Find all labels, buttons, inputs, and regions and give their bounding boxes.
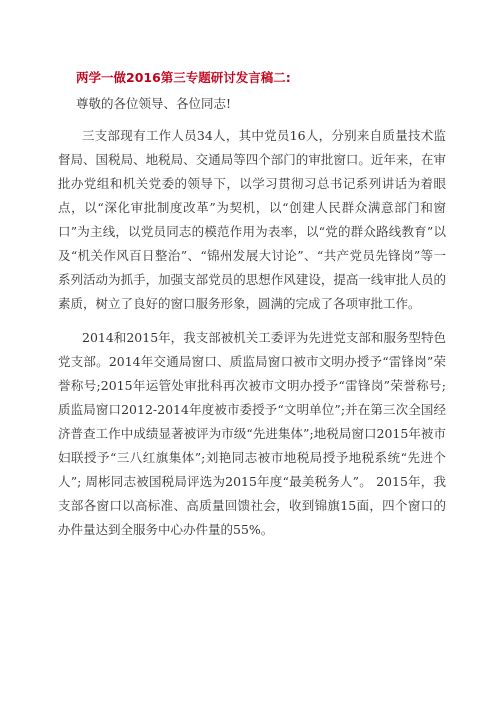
document-body [58, 66, 446, 542]
salutation: 尊敬的各位领导、各位同志! [76, 96, 232, 111]
paragraph-honors: 2014和2015年，我支部被机关工委评为先进党支部和服务型特色党支部。2014年交通局窗口、质监局窗口被市文明办授予“雷锋岗”荣誉称号;2015年运管处审批科再次被市文明办授予“雷锋岗”荣誉称号;质监局窗口2012-2014年度被市委授予“文明单位”;并在第三次全国经济普查工作中成绩显著被评为市级“先进集体”;地税局窗口2015年被市妇联授予“三八红旗集体”;刘艳同志被市地税局授予地税系统“先进个人”; 周彬同志被国税局评选为2015年度“最美税务人”。 2015年，我支部各窗口以高标准、高质量回馈社会，收到锦旗15面，四个窗口的办件量达到全服务中心办件量的55%。 [58, 330, 446, 537]
document-title: 两学一做2016第三专题研讨发言稿二: [76, 70, 291, 85]
paragraph-branch-overview: 三支部现有工作人员34人，其中党员16人，分别来自质量技术监督局、国税局、地税局、交通局等四个部门的审批窗口。近年来，在审批办党组和机关党委的领导下，以学习贯彻习总书记系列讲话为着眼点，以“深化审批制度改革”为契机，以“创建人民群众满意部门和窗口”为主线，以党员同志的模范作用为表率，以“党的群众路线教育”以及“机关作风百日整治”、“锦州发展大讨论”、“共产党员先锋岗”等一系列活动为抓手，加强支部党员的思想作风建设，提高一线审批人员的素质，树立了良好的窗口服务形象，圆满的完成了各项审批工作。 [58, 128, 446, 311]
